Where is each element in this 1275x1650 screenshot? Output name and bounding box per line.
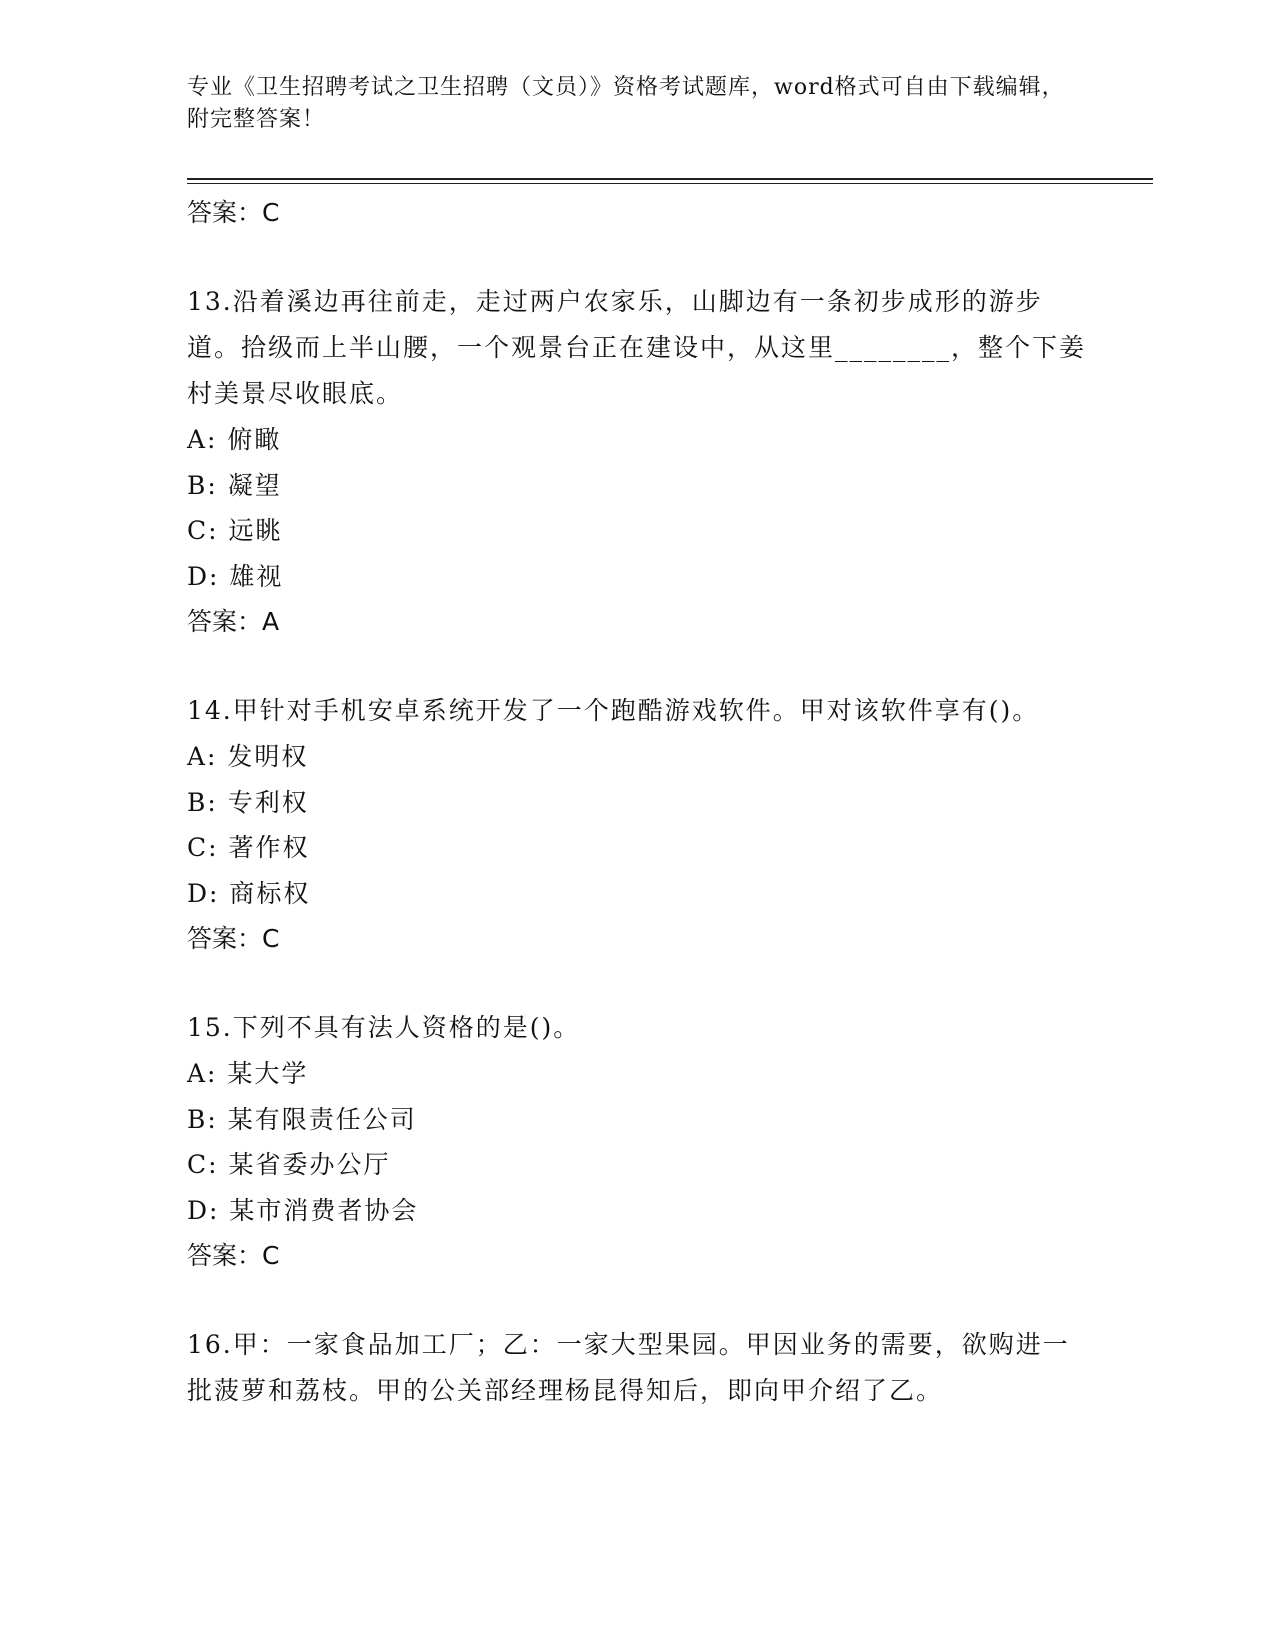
option-a: A: 发明权: [187, 742, 309, 771]
answer-line: 答案：A: [187, 607, 280, 636]
option-c: C: 著作权: [187, 833, 310, 862]
header-rule-thick: [187, 178, 1153, 180]
answer-line: 答案：C: [187, 924, 280, 953]
option-d: D: 商标权: [187, 878, 311, 908]
option-c: C: 某省委办公厅: [187, 1150, 391, 1179]
answer-line: 答案：C: [187, 198, 280, 227]
question-stem: 13.沿着溪边再往前走，走过两户农家乐，山脚边有一条初步成形的游步道。拾级而上半山腰，一个观景台正在建设中，从这里________，整个下姜村美景尽收眼底。: [187, 287, 1087, 408]
option-b: B: 专利权: [187, 787, 309, 817]
option-a: A: 俯瞰: [187, 425, 282, 454]
document-header: 专业《卫生招聘考试之卫生招聘（文员）》资格考试题库，word格式可自由下载编辑，附完整答案！: [187, 75, 1065, 132]
question-15: [187, 1005, 1087, 1279]
option-a: A: 某大学: [187, 1059, 309, 1088]
question-13: [187, 279, 1087, 645]
question-stem: 16.甲：一家食品加工厂；乙：一家大型果园。甲因业务的需要，欲购进一批菠萝和荔枝。甲的公关部经理杨昆得知后，即向甲介绍了乙。: [187, 1330, 1070, 1405]
question-16: [187, 1322, 1087, 1414]
option-c: C: 远眺: [187, 516, 283, 545]
option-d: D: 雄视: [187, 561, 284, 591]
option-b: B: 某有限责任公司: [187, 1104, 417, 1134]
option-b: B: 凝望: [187, 470, 282, 500]
question-14: [187, 688, 1087, 962]
answer-line: 答案：C: [187, 1241, 280, 1270]
option-d: D: 某市消费者协会: [187, 1195, 419, 1225]
question-stem: 15.下列不具有法人资格的是()。: [187, 1013, 581, 1042]
question-list: [187, 190, 1087, 1414]
question-stem: 14.甲针对手机安卓系统开发了一个跑酷游戏软件。甲对该软件享有()。: [187, 696, 1040, 725]
header-rule-thin: [187, 183, 1153, 184]
